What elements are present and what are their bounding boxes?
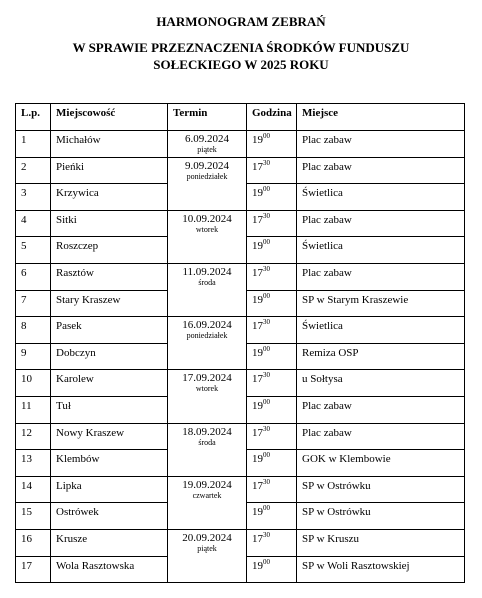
minute-value: 30 — [263, 211, 270, 220]
term-weekday: czwartek — [192, 490, 222, 500]
table-row — [16, 131, 465, 158]
cell-place: Karolew — [51, 370, 168, 397]
term-weekday: poniedziałek — [186, 331, 228, 341]
document-title: HARMONOGRAM ZEBRAŃ — [156, 14, 326, 29]
term-weekday: poniedziałek — [186, 171, 228, 181]
cell-hour — [247, 423, 297, 450]
cell-lp: 9 — [16, 343, 51, 370]
cell-hour — [247, 529, 297, 556]
term-date: 9.09.2024 — [185, 159, 229, 172]
cell-venue: Plac zabaw — [297, 131, 465, 158]
hour-value: 17 — [252, 479, 263, 492]
term-weekday: piątek — [197, 145, 217, 154]
hour-value: 19 — [252, 399, 263, 412]
document-subtitle-line1: W SPRAWIE PRZEZNACZENIA ŚRODKÓW FUNDUSZU — [72, 40, 410, 55]
hour-value: 17 — [252, 266, 263, 279]
cell-lp: 7 — [16, 290, 51, 317]
term-date: 19.09.2024 — [182, 478, 232, 491]
cell-lp: 12 — [16, 423, 51, 450]
cell-venue: Plac zabaw — [297, 157, 465, 184]
hour-value: 17 — [252, 373, 263, 386]
cell-lp: 2 — [16, 157, 51, 184]
term-weekday: środa — [198, 437, 216, 447]
cell-place: Michałów — [51, 131, 168, 158]
header-place: Miejscowość — [51, 104, 168, 131]
hour-value: 19 — [252, 187, 263, 200]
cell-term — [168, 317, 247, 370]
cell-lp: 15 — [16, 503, 51, 530]
cell-place: Krusze — [51, 529, 168, 556]
cell-term — [168, 529, 247, 582]
cell-lp: 8 — [16, 317, 51, 344]
minute-value: 30 — [263, 424, 270, 433]
cell-place: Stary Kraszew — [51, 290, 168, 317]
cell-place: Rasztów — [51, 263, 168, 290]
cell-hour — [247, 370, 297, 397]
cell-lp: 16 — [16, 529, 51, 556]
table-row — [16, 423, 465, 450]
term-date: 20.09.2024 — [182, 531, 232, 544]
table-row — [16, 476, 465, 503]
cell-place: Tuł — [51, 396, 168, 423]
header-hour: Godzina — [247, 104, 297, 131]
hour-value: 17 — [252, 532, 263, 545]
cell-place: Klembów — [51, 450, 168, 477]
cell-lp: 1 — [16, 131, 51, 158]
hour-value: 19 — [252, 134, 263, 146]
header-row — [16, 104, 465, 131]
cell-place: Roszczep — [51, 237, 168, 264]
term-weekday: piątek — [197, 543, 217, 553]
term-date: 17.09.2024 — [182, 372, 232, 385]
cell-hour — [247, 290, 297, 317]
cell-lp: 6 — [16, 263, 51, 290]
cell-lp: 4 — [16, 210, 51, 237]
cell-venue: SP w Woli Rasztowskiej — [297, 556, 465, 583]
header-lp: L.p. — [16, 104, 51, 131]
table-row — [16, 370, 465, 397]
cell-hour — [247, 157, 297, 184]
cell-place: Sitki — [51, 210, 168, 237]
term-date: 11.09.2024 — [182, 265, 232, 278]
cell-term — [168, 476, 247, 529]
cell-term — [168, 370, 247, 423]
header-venue: Miejsce — [297, 104, 465, 131]
table-row — [16, 317, 465, 344]
minute-value: 00 — [263, 344, 270, 353]
cell-place: Wola Rasztowska — [51, 556, 168, 583]
term-date: 16.09.2024 — [182, 319, 232, 332]
cell-place: Dobczyn — [51, 343, 168, 370]
cell-lp: 17 — [16, 556, 51, 583]
cell-place: Lipka — [51, 476, 168, 503]
minute-value: 00 — [263, 397, 270, 406]
minute-value: 00 — [263, 504, 270, 513]
minute-value: 30 — [263, 371, 270, 380]
hour-value: 19 — [252, 559, 263, 572]
cell-lp: 13 — [16, 450, 51, 477]
cell-place: Nowy Kraszew — [51, 423, 168, 450]
document-subtitle-line2: SOŁECKIEGO W 2025 ROKU — [153, 57, 329, 72]
term-weekday: wtorek — [195, 384, 219, 394]
cell-lp: 14 — [16, 476, 51, 503]
table-row — [16, 157, 465, 184]
cell-term — [168, 263, 247, 316]
cell-venue: Świetlica — [297, 237, 465, 264]
hour-value: 19 — [252, 240, 263, 253]
hour-value: 19 — [252, 453, 263, 466]
cell-place: Pasek — [51, 317, 168, 344]
minute-value: 00 — [263, 132, 270, 140]
cell-venue: Plac zabaw — [297, 263, 465, 290]
cell-venue: Plac zabaw — [297, 423, 465, 450]
cell-venue: Plac zabaw — [297, 210, 465, 237]
minute-value: 00 — [263, 185, 270, 194]
hour-value: 19 — [252, 346, 263, 359]
cell-hour — [247, 396, 297, 423]
hour-value: 17 — [252, 160, 263, 173]
term-date: 10.09.2024 — [182, 212, 232, 225]
minute-value: 30 — [263, 318, 270, 327]
cell-hour — [247, 343, 297, 370]
cell-venue: SP w Kruszu — [297, 529, 465, 556]
term-weekday: środa — [198, 277, 216, 287]
cell-venue: Świetlica — [297, 317, 465, 344]
term-weekday: wtorek — [195, 224, 219, 234]
cell-hour — [247, 450, 297, 477]
cell-hour — [247, 210, 297, 237]
cell-lp: 10 — [16, 370, 51, 397]
cell-term — [168, 423, 247, 476]
cell-term — [168, 210, 247, 263]
cell-venue: SP w Ostrówku — [297, 476, 465, 503]
cell-hour — [247, 184, 297, 211]
cell-venue: Remiza OSP — [297, 343, 465, 370]
cell-venue: GOK w Klembowie — [297, 450, 465, 477]
table-row — [16, 529, 465, 556]
hour-value: 17 — [252, 426, 263, 439]
table-row — [16, 210, 465, 237]
cell-term — [168, 157, 247, 210]
schedule-table — [15, 103, 465, 583]
cell-hour — [247, 237, 297, 264]
cell-lp: 3 — [16, 184, 51, 211]
cell-venue: SP w Starym Kraszewie — [297, 290, 465, 317]
cell-hour — [247, 263, 297, 290]
cell-venue: Plac zabaw — [297, 396, 465, 423]
cell-venue: u Sołtysa — [297, 370, 465, 397]
minute-value: 00 — [263, 238, 270, 247]
cell-lp: 5 — [16, 237, 51, 264]
term-date: 6.09.2024 — [185, 133, 229, 145]
cell-hour — [247, 317, 297, 344]
cell-venue: SP w Ostrówku — [297, 503, 465, 530]
term-date: 18.09.2024 — [182, 425, 232, 438]
minute-value: 00 — [263, 557, 270, 566]
hour-value: 19 — [252, 293, 263, 306]
cell-place: Krzywica — [51, 184, 168, 211]
cell-venue: Świetlica — [297, 184, 465, 211]
cell-term — [168, 131, 247, 158]
cell-hour — [247, 131, 297, 158]
hour-value: 19 — [252, 506, 263, 519]
cell-hour — [247, 503, 297, 530]
cell-place: Pieńki — [51, 157, 168, 184]
minute-value: 00 — [263, 451, 270, 460]
minute-value: 30 — [263, 477, 270, 486]
minute-value: 30 — [263, 158, 270, 167]
hour-value: 17 — [252, 320, 263, 333]
cell-hour — [247, 556, 297, 583]
minute-value: 30 — [263, 530, 270, 539]
header-term: Termin — [168, 104, 247, 131]
table-row — [16, 263, 465, 290]
minute-value: 30 — [263, 264, 270, 273]
cell-lp: 11 — [16, 396, 51, 423]
cell-place: Ostrówek — [51, 503, 168, 530]
hour-value: 17 — [252, 213, 263, 226]
cell-hour — [247, 476, 297, 503]
minute-value: 00 — [263, 291, 270, 300]
